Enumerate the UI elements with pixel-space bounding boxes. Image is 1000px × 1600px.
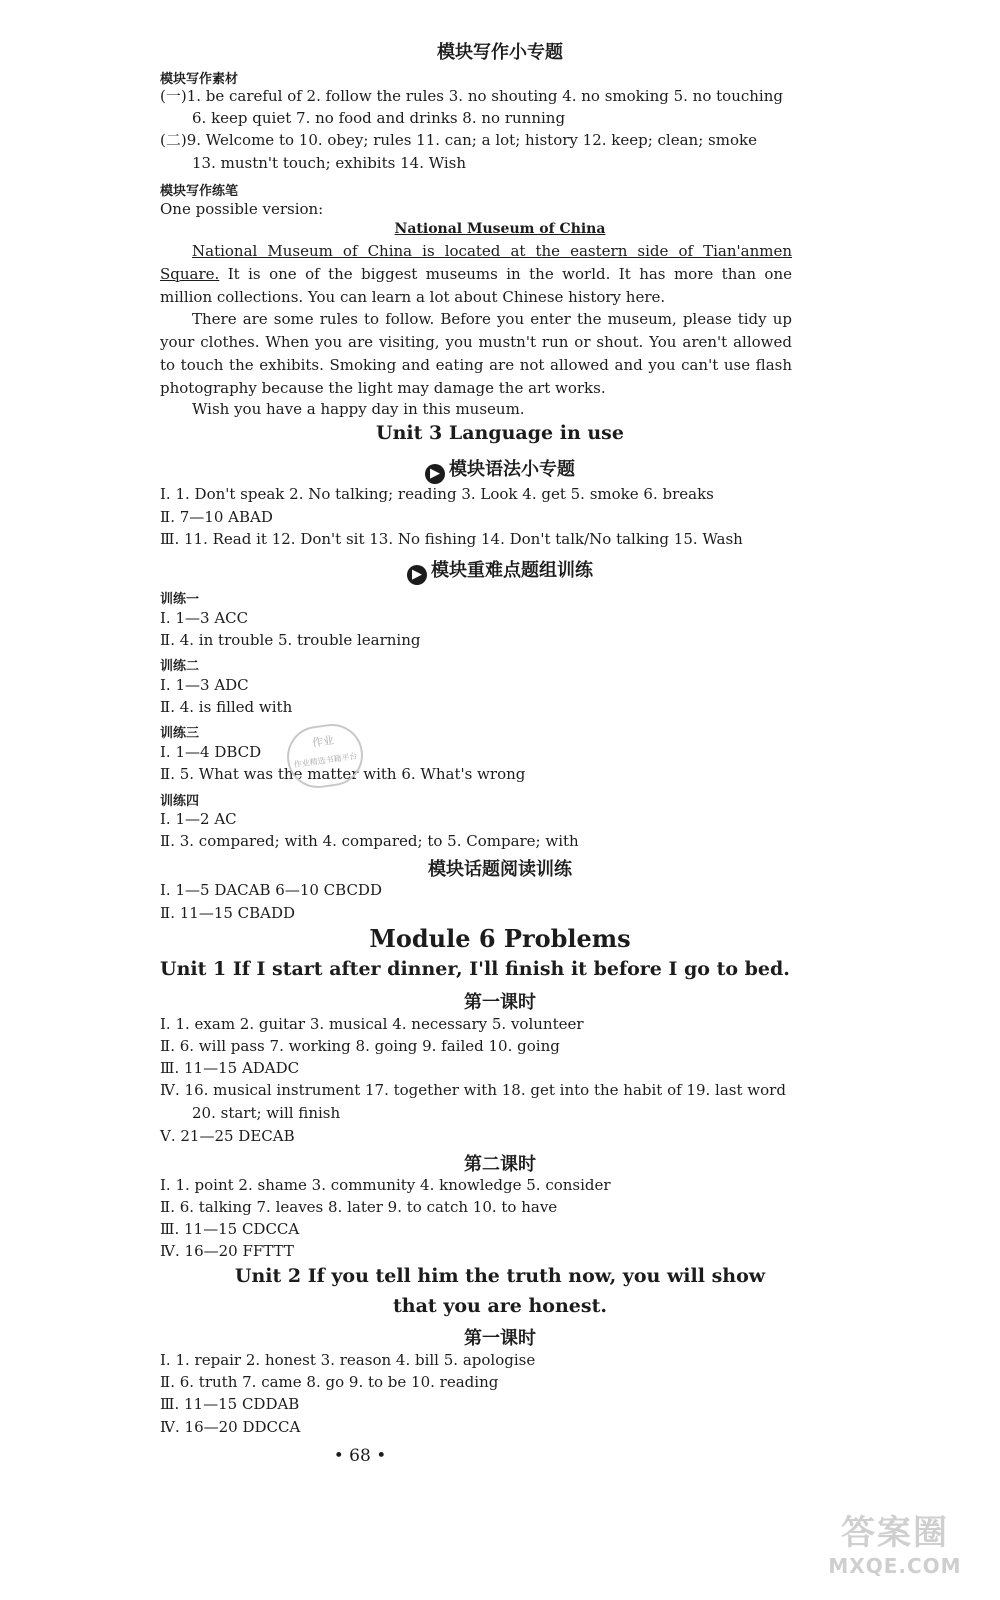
essay-title: National Museum of China	[394, 221, 606, 237]
writing-practice-heading: 模块写作练笔	[160, 184, 239, 199]
answer-line: Ⅳ. 16. musical instrument 17. together with 18. get into the habit of 19. last word	[160, 1081, 786, 1099]
grammar-topic-title	[0, 455, 1000, 484]
module6-unit2-title-line2: that you are honest.	[393, 1295, 607, 1317]
answer-line: Ⅳ. 16—20 DDCCA	[160, 1418, 301, 1436]
unit3-title: Unit 3 Language in use	[376, 422, 624, 444]
lesson-title: 第二课时	[464, 1154, 536, 1175]
lesson-title: 第一课时	[464, 1328, 536, 1349]
answer-line: Ⅱ. 7—10 ABAD	[160, 508, 273, 526]
essay-paragraph-1	[160, 240, 792, 309]
essay-paragraph-2: There are some rules to follow. Before you enter the museum, please tidy up your clothes. When you are visiting, you mustn't run or shout. You aren't allowed to touch the exhibits. Smoking and eating are not allowed and you can't use flash photography because the light may damage the art works.	[160, 310, 792, 397]
drill-topic-title	[0, 556, 1000, 585]
answer-line: (二)9. Welcome to 10. obey; rules 11. can; a lot; history 12. keep; clean; smoke	[160, 131, 757, 149]
writing-materials-heading: 模块写作素材	[160, 72, 239, 87]
essay-topic-sentence: National Museum of China is located at the eastern side of Tian'anmen Square.	[160, 242, 792, 283]
answer-line: Ⅰ. 1—3 ACC	[160, 609, 249, 627]
module6-unit1-title: Unit 1 If I start after dinner, I'll finish it before I go to bed.	[160, 958, 790, 980]
stamp-subtext: 作业精选书籍平台	[293, 751, 358, 770]
training-label: 训练四	[160, 794, 200, 809]
answer-line: Ⅱ. 6. talking 7. leaves 8. later 9. to catch 10. to have	[160, 1198, 558, 1216]
answer-line: Ⅱ. 11—15 CBADD	[160, 904, 296, 922]
answer-line: Ⅱ. 3. compared; with 4. compared; to 5. Compare; with	[160, 832, 579, 850]
answer-line: Ⅲ. 11. Read it 12. Don't sit 13. No fishing 14. Don't talk/No talking 15. Wash	[160, 530, 743, 548]
answer-line: Ⅰ. 1. repair 2. honest 3. reason 4. bill 5. apologise	[160, 1351, 536, 1369]
answer-line: Ⅲ. 11—15 CDDAB	[160, 1395, 300, 1413]
answer-line: 6. keep quiet 7. no food and drinks 8. no running	[192, 109, 566, 127]
stamp-text: 作业	[311, 733, 335, 750]
answer-line: Ⅰ. 1. Don't speak 2. No talking; reading 3. Look 4. get 5. smoke 6. breaks	[160, 485, 714, 503]
answer-line: Ⅰ. 1. exam 2. guitar 3. musical 4. necessary 5. volunteer	[160, 1015, 584, 1033]
answer-line: 13. mustn't touch; exhibits 14. Wish	[192, 154, 467, 172]
watermark-logo-text: 答案圈	[841, 1513, 949, 1553]
answer-line: Ⅰ. 1—4 DBCD	[160, 743, 262, 761]
lesson-title: 第一课时	[464, 992, 536, 1013]
answer-line: 20. start; will finish	[192, 1104, 341, 1122]
training-label: 训练一	[160, 592, 200, 607]
grammar-topic-label: 模块语法小专题	[449, 459, 575, 480]
watermark-url: MXQE.COM	[828, 1554, 962, 1578]
answer-line: Ⅲ. 11—15 ADADC	[160, 1059, 300, 1077]
answer-line: Ⅱ. 4. is filled with	[160, 698, 293, 716]
version-label: One possible version:	[160, 200, 324, 218]
answer-line: Ⅰ. 1—5 DACAB 6—10 CBCDD	[160, 881, 382, 899]
training-label: 训练二	[160, 659, 200, 674]
training-label: 训练三	[160, 726, 200, 741]
answer-line: Ⅱ. 4. in trouble 5. trouble learning	[160, 631, 421, 649]
answer-line: (一)1. be careful of 2. follow the rules 3. no shouting 4. no smoking 5. no touching	[160, 87, 783, 105]
answer-line: Ⅳ. 16—20 FFTTT	[160, 1242, 294, 1260]
module6-unit2-title-line1: Unit 2 If you tell him the truth now, you will show	[234, 1265, 766, 1287]
reading-topic-title: 模块话题阅读训练	[428, 859, 572, 880]
answer-line: Ⅱ. 6. truth 7. came 8. go 9. to be 10. reading	[160, 1373, 499, 1391]
essay-paragraph-1-rest: It is one of the biggest museums in the world. It has more than one million collections. You can learn a lot about Chinese history here.	[160, 265, 792, 306]
answer-line: Ⅴ. 21—25 DECAB	[160, 1127, 295, 1145]
writing-topic-title: 模块写作小专题	[437, 42, 563, 63]
essay-paragraph-3: Wish you have a happy day in this museum.	[192, 400, 525, 418]
answer-line: Ⅲ. 11—15 CDCCA	[160, 1220, 300, 1238]
module6-title: Module 6 Problems	[369, 924, 631, 953]
play-arrow-icon: ▶	[407, 565, 427, 585]
page-number: • 68 •	[333, 1446, 387, 1466]
answer-line: Ⅱ. 5. What was the matter with 6. What's wrong	[160, 765, 526, 783]
answer-line: Ⅰ. 1—3 ADC	[160, 676, 249, 694]
answer-line: Ⅱ. 6. will pass 7. working 8. going 9. failed 10. going	[160, 1037, 560, 1055]
drill-topic-label: 模块重难点题组训练	[431, 560, 593, 581]
play-arrow-icon: ▶	[425, 464, 445, 484]
answer-line: Ⅰ. 1. point 2. shame 3. community 4. knowledge 5. consider	[160, 1176, 611, 1194]
answer-line: Ⅰ. 1—2 AC	[160, 810, 237, 828]
site-watermark	[810, 1505, 980, 1585]
